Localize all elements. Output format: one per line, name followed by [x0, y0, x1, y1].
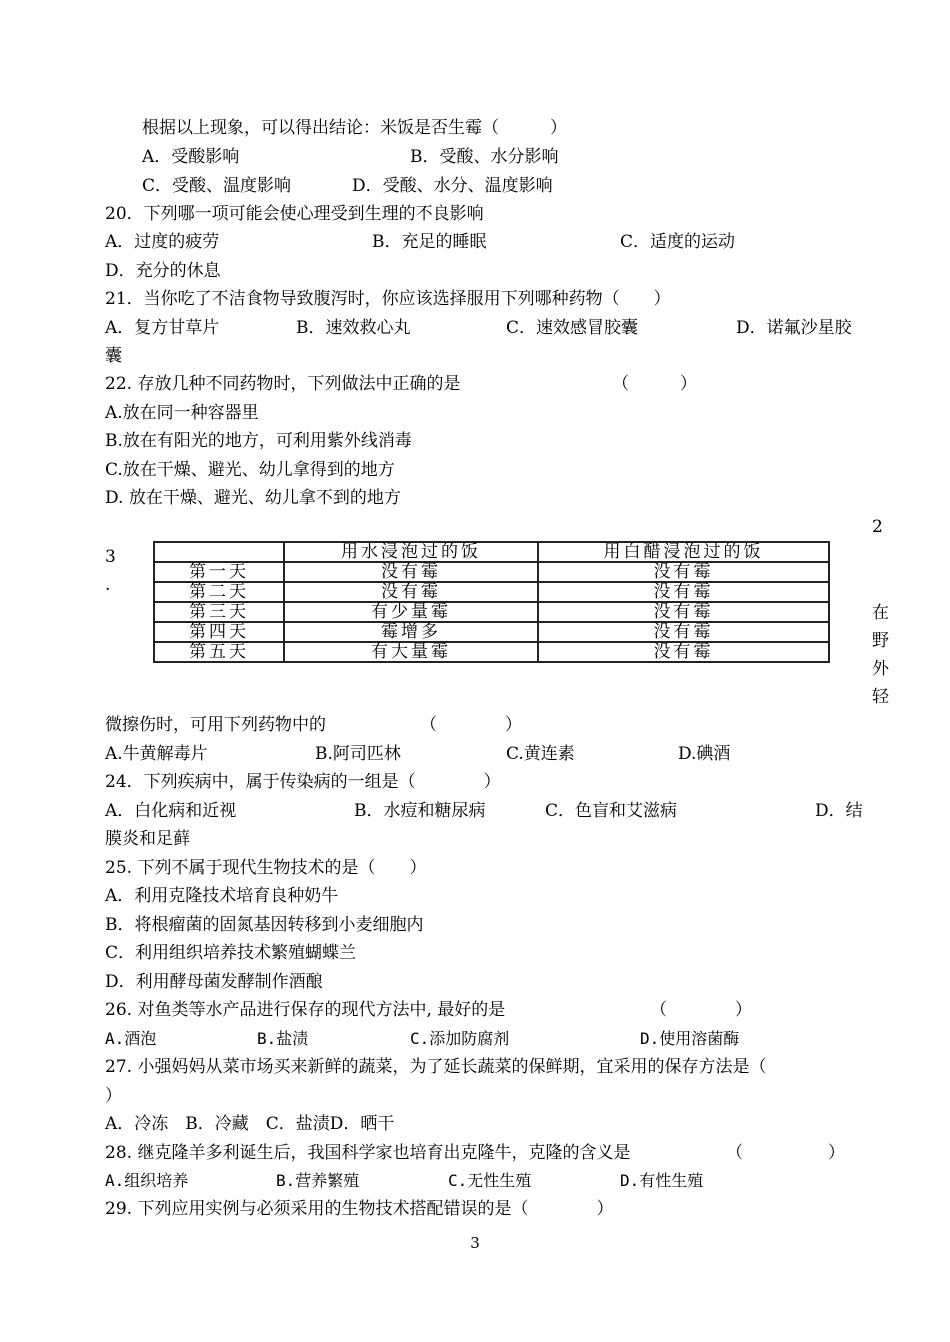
mold-experiment-table — [153, 541, 830, 663]
q27-stem: 27. 小强妈妈从菜市场买来新鲜的蔬菜，为了延长蔬菜的保鲜期，宜采用的保存方法是（ — [105, 1057, 767, 1077]
q20-option-d: D．充分的休息 — [105, 261, 221, 281]
table-row — [154, 602, 829, 622]
q28-option-b: B.营养繁殖 — [276, 1171, 360, 1190]
q23-stem: 微擦伤时，可用下列药物中的 — [105, 715, 326, 735]
table-row — [154, 562, 829, 582]
q27-stem-wrap: ） — [105, 1086, 122, 1106]
q20-option-b: B．充足的睡眠 — [372, 232, 487, 252]
table-row — [154, 642, 829, 662]
table-cell: 没有霉 — [538, 622, 829, 642]
q23-number-right: 2 — [872, 517, 883, 537]
q28-option-d: D.有性生殖 — [620, 1171, 704, 1190]
q23-side-char-4: 轻 — [872, 687, 889, 707]
table-row — [154, 622, 829, 642]
page-number: 3 — [470, 1234, 480, 1252]
table-cell: 第四天 — [154, 622, 284, 642]
q24-option-b: B．水痘和糖尿病 — [354, 801, 486, 821]
q23-option-a: A.牛黄解毒片 — [105, 744, 208, 764]
q20-stem: 20．下列哪一项可能会使心理受到生理的不良影响 — [105, 204, 484, 224]
q22-answer-paren: （ ） — [612, 374, 697, 394]
q21-option-d-wrap: 囊 — [105, 346, 122, 366]
table-cell: 没有霉 — [538, 562, 829, 582]
table-header-cell: 用白醋浸泡过的饭 — [538, 542, 829, 562]
q26-option-c: C.添加防腐剂 — [410, 1029, 510, 1048]
q19-option-c: C．受酸、温度影响 — [142, 176, 292, 196]
q23-number-dot: . — [105, 575, 111, 595]
q23-number-left: 3 — [105, 547, 116, 567]
q23-side-char-1: 在 — [872, 603, 889, 623]
q21-option-d: D．诺氟沙星胶 — [736, 318, 852, 338]
q24-option-a: A．白化病和近视 — [105, 801, 237, 821]
q24-option-d-wrap: 膜炎和足藓 — [105, 829, 190, 849]
q26-option-b: B.盐渍 — [257, 1029, 309, 1048]
q21-option-a: A．复方甘草片 — [105, 318, 220, 338]
q28-option-a: A.组织培养 — [105, 1171, 189, 1190]
q25-option-b: B．将根瘤菌的固氮基因转移到小麦细胞内 — [105, 915, 424, 935]
q23-option-d: D.碘酒 — [678, 744, 731, 764]
q21-option-c: C．速效感冒胶囊 — [506, 318, 639, 338]
table-cell: 没有霉 — [538, 642, 829, 662]
q20-option-c: C．适度的运动 — [620, 232, 736, 252]
q23-side-char-3: 外 — [872, 659, 889, 679]
q19-stem: 根据以上现象，可以得出结论：米饭是否生霉（ ） — [142, 118, 567, 138]
q23-answer-paren: （ ） — [420, 715, 522, 735]
table-cell: 有大量霉 — [284, 642, 538, 662]
q22-option-d: D. 放在干燥、避光、幼儿拿不到的地方 — [105, 488, 401, 508]
table-header-cell: 用水浸泡过的饭 — [284, 542, 538, 562]
table-cell: 第五天 — [154, 642, 284, 662]
q24-option-d: D．结 — [815, 801, 863, 821]
q22-option-a: A.放在同一种容器里 — [105, 403, 259, 423]
table-cell: 没有霉 — [284, 562, 538, 582]
q23-side-char-2: 野 — [872, 631, 889, 651]
table-cell: 有少量霉 — [284, 602, 538, 622]
table-cell: 第三天 — [154, 602, 284, 622]
q26-stem: 26. 对鱼类等水产品进行保存的现代方法中, 最好的是 — [105, 1000, 506, 1020]
q24-option-c: C．色盲和艾滋病 — [545, 801, 678, 821]
q20-option-a: A．过度的疲劳 — [105, 232, 220, 252]
q21-option-b: B．速效救心丸 — [296, 318, 411, 338]
q26-answer-paren: （ ） — [650, 1000, 752, 1020]
q22-option-b: B.放在有阳光的地方，可利用紫外线消毒 — [105, 431, 412, 451]
table-cell: 没有霉 — [538, 582, 829, 602]
q23-option-b: B.阿司匹林 — [315, 744, 401, 764]
q19-option-a: A．受酸影响 — [142, 147, 240, 167]
q26-option-d: D.使用溶菌酶 — [640, 1029, 740, 1048]
q22-stem: 22. 存放几种不同药物时，下列做法中正确的是 — [105, 374, 461, 394]
q25-option-d: D．利用酵母菌发酵制作酒酿 — [105, 972, 323, 992]
q24-stem: 24．下列疾病中，属于传染病的一组是（ ） — [105, 772, 501, 792]
q25-option-a: A．利用克隆技术培育良种奶牛 — [105, 886, 339, 906]
q25-stem: 25. 下列不属于现代生物技术的是（ ） — [105, 858, 427, 878]
table-header-cell — [154, 542, 284, 562]
q22-option-c: C.放在干燥、避光、幼儿拿得到的地方 — [105, 460, 395, 480]
table-row — [154, 582, 829, 602]
q21-stem: 21．当你吃了不洁食物导致腹泻时，你应该选择服用下列哪种药物（ ） — [105, 289, 671, 309]
q25-option-c: C．利用组织培养技术繁殖蝴蝶兰 — [105, 943, 357, 963]
q28-option-c: C.无性生殖 — [448, 1171, 532, 1190]
table-cell: 没有霉 — [284, 582, 538, 602]
q28-stem: 28. 继克隆羊多利诞生后，我国科学家也培育出克隆牛，克隆的含义是 — [105, 1143, 631, 1163]
q23-option-c: C.黄连素 — [506, 744, 575, 764]
table-cell: 没有霉 — [538, 602, 829, 622]
q19-option-b: B．受酸、水分影响 — [410, 147, 559, 167]
table-cell: 霉增多 — [284, 622, 538, 642]
q26-option-a: A.酒泡 — [105, 1029, 157, 1048]
q19-option-d: D．受酸、水分、温度影响 — [352, 176, 553, 196]
table-cell: 第二天 — [154, 582, 284, 602]
q27-options: A．冷冻 B．冷藏 C．盐渍D．晒干 — [105, 1114, 395, 1134]
table-cell: 第一天 — [154, 562, 284, 582]
table-header-row — [154, 542, 829, 562]
q28-answer-paren: （ ） — [726, 1143, 845, 1163]
q29-stem: 29. 下列应用实例与必须采用的生物技术搭配错误的是（ ） — [105, 1199, 614, 1219]
